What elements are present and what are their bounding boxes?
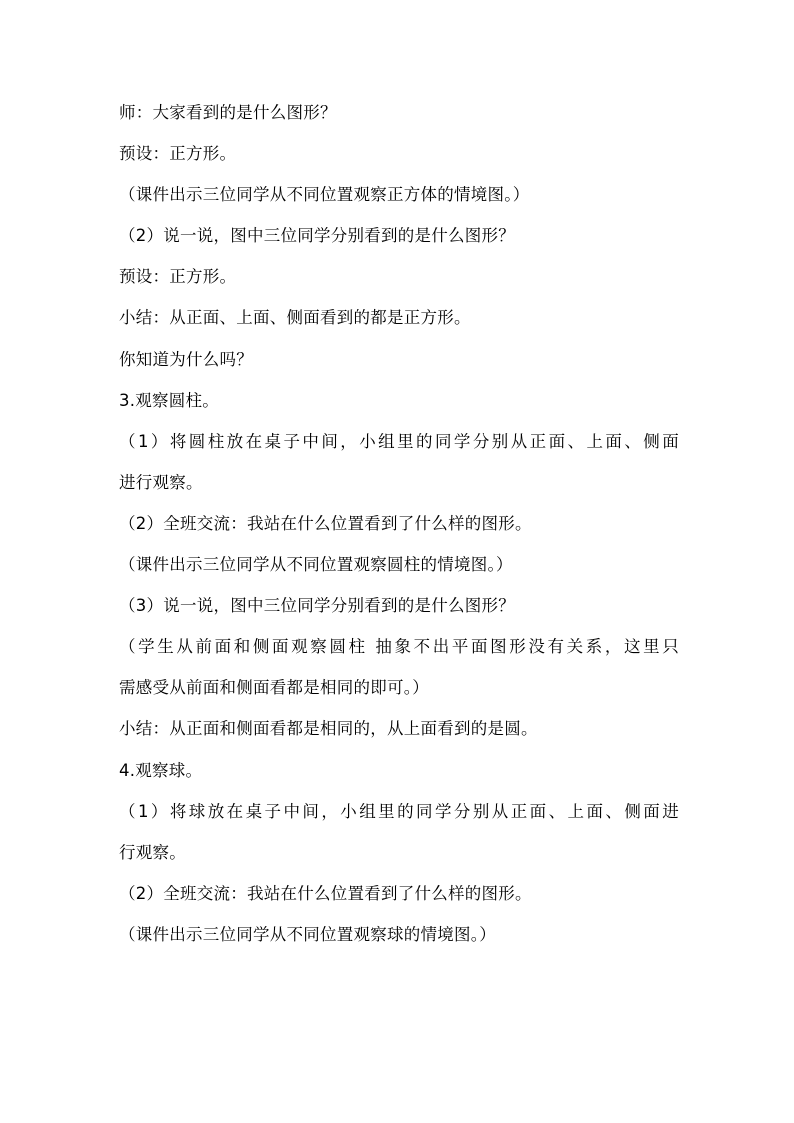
section-heading-cylinder: 3.观察圆柱。 (119, 390, 219, 410)
paragraph-step-1-line-1: （1）将圆柱放在桌子中间，小组里的同学分别从正面、上面、侧面 (119, 431, 679, 451)
paragraph-courseware-note: （课件出示三位同学从不同位置观察圆柱的情境图。） (119, 555, 513, 575)
paragraph-summary: 小结：从正面和侧面看都是相同的，从上面看到的是圆。 (119, 719, 538, 739)
paragraph-teacher-question: 师：大家看到的是什么图形？ (119, 103, 337, 122)
paragraph-step-1-line-2: 行观察。 (119, 842, 186, 862)
paragraph-step-1-line-1: （1）将球放在桌子中间，小组里的同学分别从正面、上面、侧面进 (119, 801, 679, 821)
paragraph-step-1-line-2: 进行观察。 (119, 472, 203, 492)
paragraph-summary: 小结：从正面、上面、侧面看到的都是正方形。 (119, 308, 471, 328)
section-heading-sphere: 4.观察球。 (119, 760, 203, 780)
paragraph-expected-answer: 预设：正方形。 (119, 267, 237, 287)
paragraph-courseware-note: （课件出示三位同学从不同位置观察正方体的情境图。） (119, 185, 530, 205)
paragraph-step-3-question: （3）说一说，图中三位同学分别看到的是什么图形？ (119, 596, 515, 616)
paragraph-step-2-question: （2）说一说，图中三位同学分别看到的是什么图形？ (119, 226, 515, 246)
document-body (119, 103, 679, 966)
paragraph-step-2: （2）全班交流：我站在什么位置看到了什么样的图形。 (119, 883, 532, 903)
paragraph-step-2: （2）全班交流：我站在什么位置看到了什么样的图形。 (119, 513, 532, 533)
paragraph-note-line-2: 需感受从前面和侧面看都是相同的即可。） (119, 678, 429, 698)
paragraph-prompt: 你知道为什么吗？ (119, 349, 253, 369)
paragraph-note-line-1: （学生从前面和侧面观察圆柱 抽象不出平面图形没有关系，这里只 (119, 637, 679, 657)
paragraph-courseware-note: （课件出示三位同学从不同位置观察球的情境图。） (119, 924, 496, 944)
paragraph-expected-answer: 预设：正方形。 (119, 144, 237, 164)
